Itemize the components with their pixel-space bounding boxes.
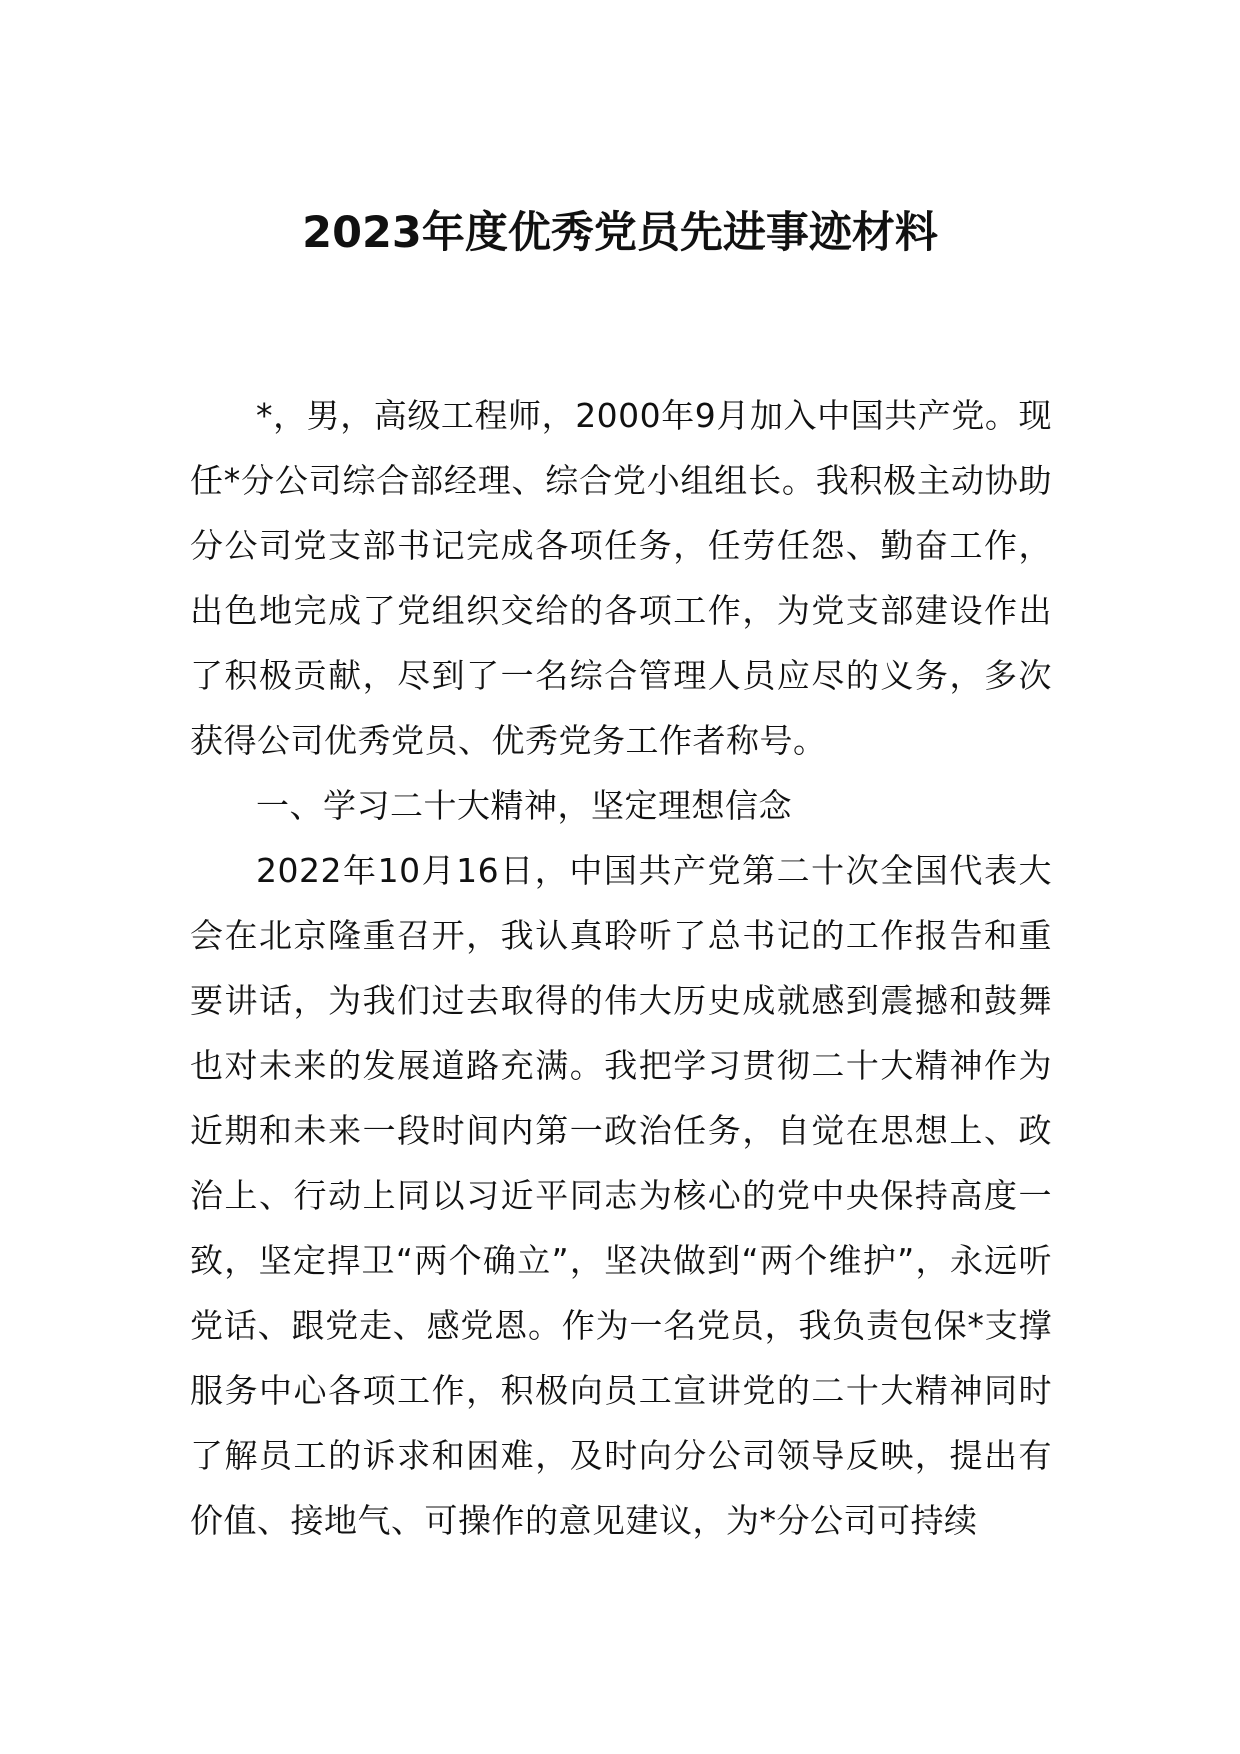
document-body: [190, 383, 1052, 1553]
section-heading: 一、学习二十大精神，坚定理想信念: [256, 786, 792, 825]
section-paragraph: 2022年10月16日，中国共产党第二十次全国代表大会在北京隆重召开，我认真聆听了总书记的工作报告和重要讲话，为我们过去取得的伟大历史成就感到震撼和鼓舞也对未来的发展道路充满。我把学习贯彻二十大精神作为近期和未来一段时间内第一政治任务，自觉在思想上、政治上、行动上同以习近平同志为核心的党中央保持高度一致，坚定捍卫“两个确立”，坚决做到“两个维护”，永远听党话、跟党走、感党恩。作为一名党员，我负责包保*支撑服务中心各项工作，积极向员工宣讲党的二十大精神同时了解员工的诉求和困难，及时向分公司领导反映，提出有价值、接地气、可操作的意见建议，为*分公司可持续: [190, 851, 1052, 1540]
intro-paragraph: *，男，高级工程师，2000年9月加入中国共产党。现任*分公司综合部经理、综合党小组组长。我积极主动协助分公司党支部书记完成各项任务，任劳任怨、勤奋工作，出色地完成了党组织交给的各项工作，为党支部建设作出了积极贡献，尽到了一名综合管理人员应尽的义务，多次获得公司优秀党员、优秀党务工作者称号。: [190, 396, 1052, 760]
document-title: 2023年度优秀党员先进事迹材料: [302, 208, 938, 258]
